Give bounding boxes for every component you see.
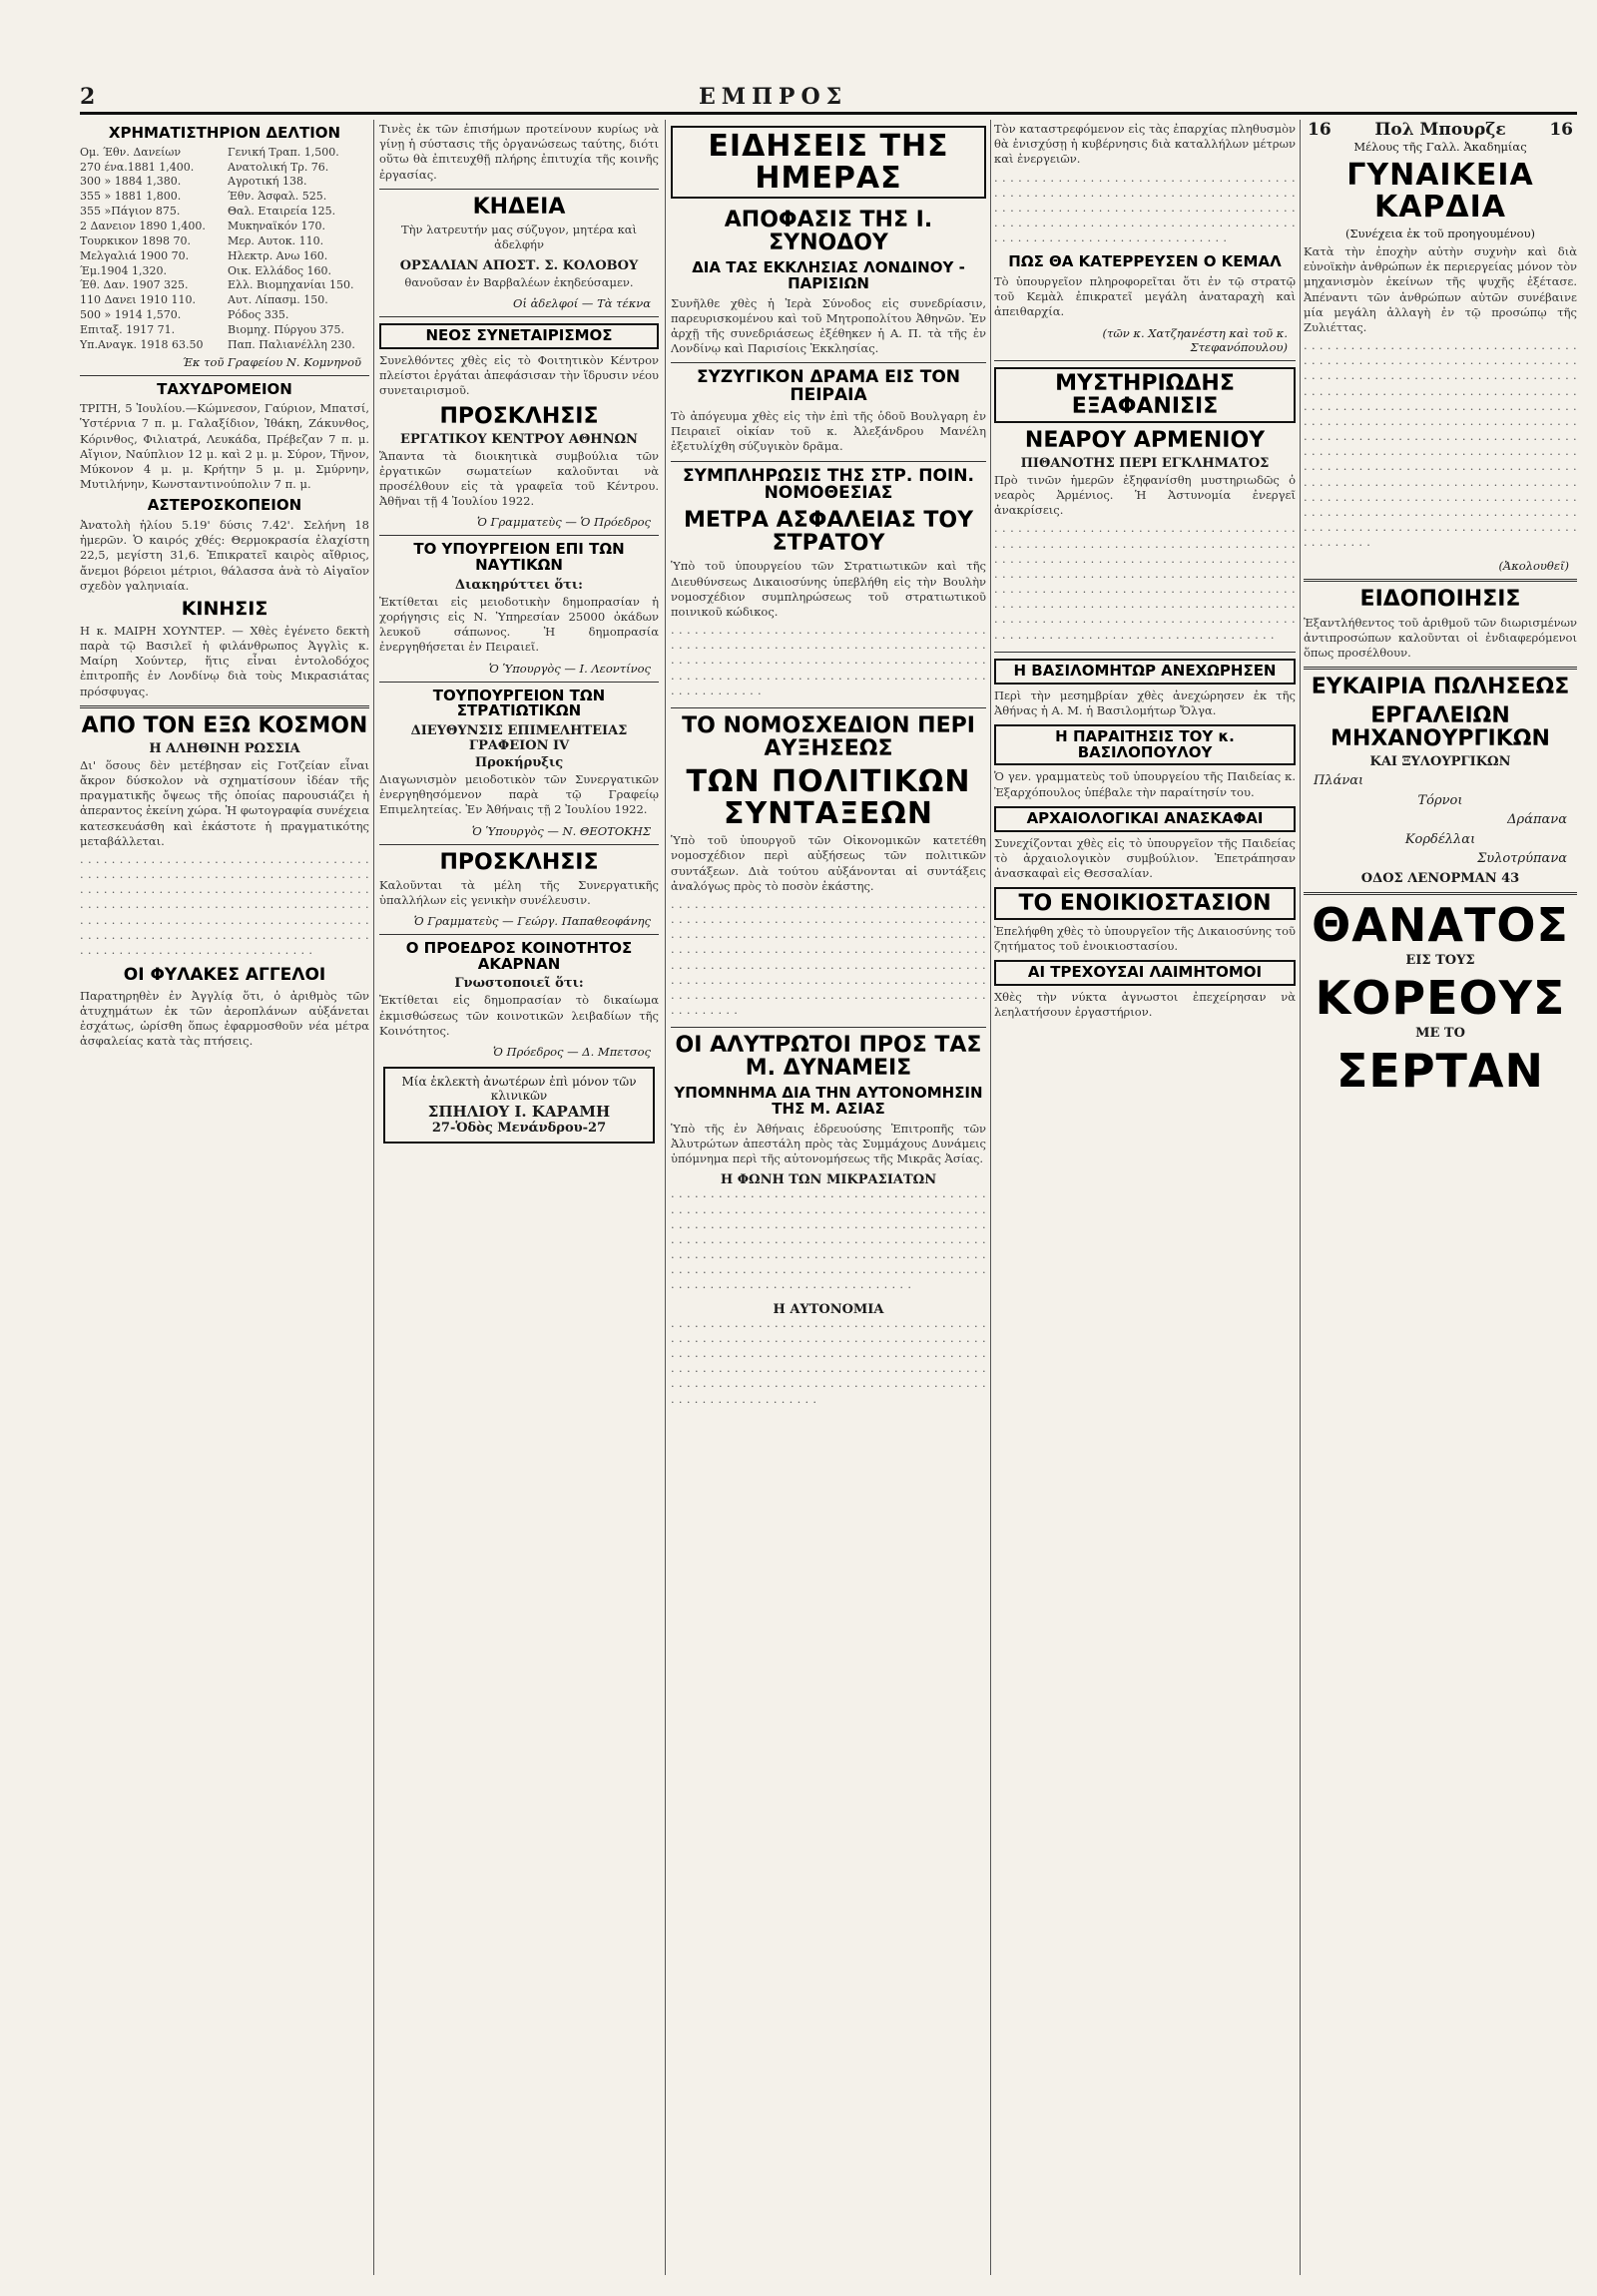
serial-number-right: 16 — [1549, 120, 1573, 140]
army-ministry-subtitle: ΔΙΕΥΘΥΝΣΙΣ ΕΠΙΜΕΛΗΤΕΙΑΣ ΓΡΑΦΕΙΟΝ IV — [410, 723, 628, 754]
exchange-row: Ελλ. Βιομηχανίαι 150. — [228, 278, 354, 292]
serial-continued: (Συνέχεια ἐκ τοῦ προηγουμένου) — [1344, 227, 1536, 240]
drama-text: Τὸ ἀπόγευμα χθὲς εἰς τὴν ἐπὶ τῆς ὁδοῦ Βουλγαρη ἐν Πειραιεῖ οἰκίαν τοῦ κ. Ἀλεξάνδρου Μανέλη ἐξετυλίχθη σύζυγικὸν δρᾶμα. — [671, 409, 986, 454]
notice-text: Ἐξαντλήθεντος τοῦ ἀριθμοῦ τῶν διωρισμένων ἀντιπροσώπων καλοῦνται οἱ ἐνδιαφερόμενοι ὅπως προσέλθουν. — [1304, 615, 1577, 660]
guards-title: ΟΙ ΦΥΛΑΚΕΣ ΑΓΓΕΛΟΙ — [123, 965, 326, 986]
column-1 — [80, 120, 369, 2275]
funeral-signature: Οἱ ἀδελφοί — Τὰ τέκνα — [513, 296, 651, 311]
paper-name: ΕΜΠΡΟΣ — [699, 84, 848, 110]
sale-item-list — [1304, 771, 1577, 869]
filler-text: · · · · · · · · · · · · · · · · · · · · · · · · · · · · · · · · · · · · · · · · · · · · · · · · · · · · · · · · · · · · · · · · · · · · · · · · · · · · · · · · · · · · · · · · · · · · · · · · · · · · · · · · · · · · · · · · · · · · · · · · · · · · · · · · · · · · · · · · · · · · · · · · · · · · · · · · · · · · · · · · · · · · · · · · · · · · · · · · · · · · · · · · · · · · · · · · · · · · · · · · · · · · · · · · · · · · · · · · · · · · · · · · · · · · · · · · · · · · · · · · · · · · · · · · · · · · · · · · · · · · · · · · · · · · · · · — [671, 1189, 986, 1295]
invitation-2-signature: Ὁ Γραμματεὺς — Γεώργ. Παπαθεοφάνης — [413, 913, 651, 928]
exchange-note: Έκ τοῦ Γραφείου Ν. Κομνηνοῦ — [182, 354, 361, 369]
filler-text: · · · · · · · · · · · · · · · · · · · · · · · · · · · · · · · · · · · · · · · · · · · · · · · · · · · · · · · · · · · · · · · · · · · · · · · · · · · · · · · · · · · · · · · · · · · · · · · · · · · · · · · · · · · · · · · · · · · · · · · · · · · · · · · · · · · · · · · · · · · · · · · · · · · · · · · · · · · · · · · · · · · · · · · · · · · · · · · · · · · · · · · · · · · · · · · · · · · · · · · · · · · · · · · · · · · · · · · · · · · · · · · · · · · · · · · · · · · · · · · · · · · · · · · · · · · · · · · · · · · · · · · · · · · · · · · · · · · · · · · · · · · · · · · · · — [671, 899, 986, 1021]
serial-title: ΓΥΝΑΙΚΕΙΑ ΚΑΡΔΙΑ — [1346, 158, 1534, 225]
funeral-title: ΚΗΔΕΙΑ — [472, 194, 566, 220]
autonomy-subtitle: Η ΑΥΤΟΝΟΜΙΑ — [773, 1301, 884, 1317]
world-title: ΑΠΟ ΤΟΝ ΕΞΩ ΚΟΣΜΟΝ — [81, 712, 368, 738]
filler-text: · · · · · · · · · · · · · · · · · · · · · · · · · · · · · · · · · · · · · · · · · · · · · · · · · · · · · · · · · · · · · · · · · · · · · · · · · · · · · · · · · · · · · · · · · · · · · · · · · · · · · · · · · · · · · · · · · · · · · · · · · · · · · · · · · · · · · · · · · · · · · · · · · · · · · · · · · · · · · · · · · · · · · · · · · · · · — [671, 626, 986, 700]
filler-text: · · · · · · · · · · · · · · · · · · · · · · · · · · · · · · · · · · · · · · · · · · · · · · · · · · · · · · · · · · · · · · · · · · · · · · · · · · · · · · · · · · · · · · · · · · · · · · · · · · · · · · · · · · · · · · · · · · · · · · · · · · · · · · · · · · · · · · · · · · · · · · · · · · · · · · · · · · · · · · · · · · · · · · · · · · · · · · · · · · · · · · · · · · · · · · · · · · · · · · · · · · · · · · · · · · · · · · · · · · · · · · · · · · · · · · · · · · · · · · · · · · · · · · · · · · · · · · · · · · · · · · · · · · · · · · · · · · · · · · · · · · · · · · · · · · · · · · · · · · · · · · · · · · · · · · · · · · · · · · · · · · · · · · · · · · · · · · · · · · · · · · · · · · · · · · · · · · · · · · · · · · · · · · · · · · · · · · · · · · · · · · · · · · · · · · · · · · · · · · · · · · · · · · · · · · · · · · · · · · · · · · · · · · · · · · · · · · · · · · · · · · · · · · · · · · · · · · · · · · · · · · · · — [1304, 341, 1577, 553]
exchange-row: Ανατολική Τρ. 76. — [228, 160, 329, 174]
army-ministry-subtitle-2: Προκήρυξις — [474, 755, 564, 771]
finance-title: ΧΡΗΜΑΤΙΣΤΗΡΙΟΝ ΔΕΛΤΙΟΝ — [108, 124, 341, 142]
exchange-row: 110 Δανει 1910 110. — [80, 293, 197, 307]
column-4 — [994, 120, 1296, 2275]
exchange-row: 300 » 1884 1,380. — [80, 175, 182, 189]
kemal-text: Τὸ ὑπουργεῖον πληροφορεῖται ὅτι ἐν τῷ στρατῷ τοῦ Κεμὰλ ἐπικρατεῖ μεγάλη ἀναταραχὴ καὶ ἀπειθαρχία. — [994, 274, 1296, 319]
sale-title: ΕΥΚΑΙΡΙΑ ΠΩΛΗΣΕΩΣ — [1311, 675, 1570, 700]
exchange-row: Υπ.Αναγκ. 1918 63.50 — [80, 337, 204, 351]
invitation-2-text: Καλοῦνται τὰ μέλη τῆς Συνεργατικῆς ὑπαλλήλων εἰς γενικὴν συνέλευσιν. — [379, 877, 659, 907]
voice-subtitle: Η ΦΩΝΗ ΤΩΝ ΜΙΚΡΑΣΙΑΤΩΝ — [720, 1172, 937, 1188]
unredeemed-text: Ὑπὸ τῆς ἐν Ἀθήναις ἑδρευούσης Ἐπιτροπῆς τῶν Ἀλυτρώτων ἀπεστάλη πρὸς τὰς Συμμάχους Δυνάμεις ὑπόμνημα περὶ τῆς αὐτονομήσεως τῆς Μικρᾶς Ἀσίας. — [671, 1121, 986, 1166]
sale-item: Κορδέλλαι — [1404, 831, 1476, 847]
exchange-row: Μερ. Αυτοκ. 110. — [228, 233, 324, 247]
exchange-row: Έθ. Δαν. 1907 325. — [80, 278, 189, 292]
post-text: ΤΡΙΤΗ, 5 Ἰουλίου.—Κώμνεσον, Γαύριον, Μπατσί, Ὑστέρνια 7 π. μ. Γαλαξίδιον, Ἰθάκη, Ζάκυνθος, Κόρινθος, Φιλιατρά, Λευκάδα, Πρέβεζαν 7 π. μ. Αἴγιον, Ναύπλιον 12 μ. καὶ 2 μ. μ. Σύρον, Τῆνον, Μύκονον 4 μ. μ. Κρήτην 5 μ. μ. Σμύρνην, Μυτιλήνην, Κωνσταντινούπολιν 7 π. μ. — [80, 401, 369, 492]
exchange-row: 355 »Πάγιον 875. — [80, 205, 181, 219]
observatory-text: Ἀνατολὴ ἡλίου 5.19' δύσις 7.42'. Σελήνη 18 ἡμερῶν. Ὁ καιρός χθές: Θερμοκρασία ἐλαχίστη 22,5, μεγίστη 31,6. Ἐπικρατεῖ καιρὸς αἴθριος, ἄνεμοι βόρειοι μέτριοι, θάλασσα ἀνὰ τὸ Αἰγαῖον σχεδὸν γαληνιαία. — [80, 518, 369, 593]
community-president-text: Ἐκτίθεται εἰς δημοπρασίαν τὸ δικαίωμα ἐκμισθώσεως τῶν κοινοτικῶν λειβαδίων τῆς Κοινότητος. — [379, 993, 659, 1038]
serial-author-note: Μέλους τῆς Γαλλ. Ἀκαδημίας — [1353, 140, 1527, 154]
law-title: ΣΥΜΠΛΗΡΩΣΙΣ ΤΗΣ ΣΤΡ. ΠΟΙΝ. ΝΟΜΟΘΕΣΙΑΣ — [683, 465, 974, 504]
law-subtitle: ΜΕΤΡΑ ΑΣΦΑΛΕΙΑΣ ΤΟΥ ΣΤΡΑΤΟΥ — [683, 508, 974, 557]
exchange-row: Βιομηχ. Πύργου 375. — [228, 322, 345, 336]
drama-title: ΣΥΖΥΓΙΚΟΝ ΔΡΑΜΑ ΕΙΣ ΤΟΝ ΠΕΙΡΑΙΑ — [697, 367, 960, 406]
exchange-row: Ηλεκτρ. Ανω 160. — [228, 248, 328, 262]
column-2-lead-text: Τινὲς ἐκ τῶν ἐπισήμων προτείνουν κυρίως νὰ γίνῃ ἡ σύστασις τῆς ὀργανώσεως ταύτης, διότι οὕτω θὰ ἐπιτευχθῇ πλήρης ἐπιτυχία τῆς κοινῆς ἐργασίας. — [379, 122, 659, 182]
movement-title: ΚΙΝΗΣΙΣ — [181, 597, 268, 620]
exchange-row: Αγροτική 138. — [228, 175, 307, 189]
invitation-1-subtitle: ΕΡΓΑΤΙΚΟΥ ΚΕΝΤΡΟΥ ΑΘΗΝΩΝ — [400, 431, 638, 447]
death-name-2: ΣΕΡΤΑΝ — [1335, 1044, 1545, 1099]
exchange-row: Γενική Τραπ. 1,500. — [228, 145, 339, 159]
exchange-row: 355 » 1881 1,800. — [80, 190, 182, 204]
invitation-1-text: Ἅπαντα τὰ διοικητικὰ συμβούλια τῶν ἐργατικῶν σωματείων καλοῦνται νὰ προσέλθουν εἰς τὰ γραφεῖα τοῦ Κέντρου. Ἀθῆναι τῇ 4 Ἰουλίου 1922. — [379, 448, 659, 509]
column-5 — [1304, 120, 1577, 2275]
clinic-ad-line-2: ΣΠΗΛΙΟΥ Ι. ΚΑΡΑΜΗ — [427, 1103, 611, 1121]
excavations-title: ΑΡΧΑΙΟΛΟΓΙΚΑΙ ΑΝΑΣΚΑΦΑΙ — [994, 806, 1296, 832]
kemal-note: (τῶν κ. Χατζηανέστη καὶ τοῦ κ. Στεφανόπουλου) — [1102, 325, 1288, 354]
column-rule — [990, 120, 991, 2275]
funeral-text-2: θανοῦσαν ἐν Βαρβαλέων ἐκηδεύσαμεν. — [404, 275, 634, 290]
excavations-text: Συνεχίζονται χθὲς εἰς τὸ ὑπουργεῖον τῆς Παιδείας τὸ ἀρχαιολογικὸν συμβούλιον. Ἐπετράπησαν ἀνασκαφαὶ εἰς Θεσσαλίαν. — [994, 835, 1296, 880]
navy-ministry-subtitle: Διακηρύττει ὅτι: — [455, 577, 583, 593]
post-title: ΤΑΧΥΔΡΟΜΕΙΟΝ — [157, 379, 292, 398]
mysterious-title: ΜΥΣΤΗΡΙΩΔΗΣ ΕΞΑΦΑΝΙΣΙΣ — [994, 367, 1296, 423]
queen-text: Περὶ τὴν μεσημβρίαν χθὲς ἀνεχώρησεν ἐκ τῆς Ἀθήνας ἡ Α. Μ. ἡ Βασιλομήτωρ Ὄλγα. — [994, 688, 1296, 717]
queen-title: Η ΒΑΣΙΛΟΜΗΤΩΡ ΑΝΕΧΩΡΗΣΕΝ — [994, 659, 1296, 685]
cooperative-title: ΝΕΟΣ ΣΥΝΕΤΑΙΡΙΣΜΟΣ — [379, 323, 659, 349]
funeral-text: Τὴν λατρευτήν μας σύζυγον, μητέρα καὶ ἀδελφήν — [400, 222, 638, 251]
serial-text: Κατὰ τὴν ἐποχὴν αὐτὴν συχνὴν καὶ διὰ εὐνοϊκὴν ἀνθρώπων ἐκ περιεργείας μόνον τὸν μηχανισμὸν ἐκείνων τῆς ψυχῆς ἐξέτασε. Ἀπέναντι τῶν ἀνθρώπων αὐτῶν συνέβαινε μία μεγάλη ἀλλαγὴ ἐν τῷ προσώπῳ τῆς Ζυλιέττας. — [1304, 244, 1577, 334]
unredeemed-title: ΟΙ ΑΛΥΤΡΩΤΟΙ ΠΡΟΣ ΤΑΣ Μ. ΔΥΝΑΜΕΙΣ — [675, 1033, 982, 1082]
exchange-row: Επιταξ. 1917 71. — [80, 322, 176, 336]
column-2 — [379, 120, 659, 2275]
army-ministry-signature: Ὁ Ὑπουργὸς — Ν. ΘΕΟΤΟΚΗΣ — [471, 823, 651, 838]
law-text: Ὑπὸ τοῦ ὑπουργείου τῶν Στρατιωτικῶν καὶ τῆς Διευθύνσεως Δικαιοσύνης ὑπεβλήθη εἰς τὴν Βουλὴν νομοσχέδιον συμπληρώσεως τοῦ στρατιωτικοῦ ποινικοῦ κώδικος. — [671, 559, 986, 619]
mysterious-text: Πρὸ τινῶν ἡμερῶν ἐξηφανίσθη μυστηριωδῶς ὁ νεαρὸς Ἀρμένιος. Ἡ Ἀστυνομία ἐνεργεῖ ἀνακρίσεις. — [994, 472, 1296, 518]
serial-number-left: 16 — [1308, 120, 1331, 140]
invitation-1-title: ΠΡΟΣΚΛΗΣΙΣ — [439, 403, 599, 429]
death-name: ΚΟΡΕΟΥΣ — [1315, 971, 1566, 1026]
exchange-row: Έμ.1904 1,320. — [80, 263, 168, 277]
unredeemed-subtitle: ΥΠΟΜΝΗΜΑ ΔΙΑ ΤΗΝ ΑΥΤΟΝΟΜΗΣΙΝ ΤΗΣ Μ. ΑΣΙΑΣ — [674, 1084, 983, 1119]
pension-title: ΤΟ ΝΟΜΟΣΧΕΔΙΟΝ ΠΕΡΙ ΑΥΞΗΣΕΩΣ — [682, 713, 975, 762]
world-text: Δι' ὅσους δὲν μετέβησαν εἰς Γοτζείαν εἶναι ἄκρον δύσκολον νὰ σχηματίσουν ἰδέαν τῆς πραγματικῆς ὄψεως τῆς ὁποίας παρουσιάζει ἡ ἀπεραντος ἐκείνη χώρα. Ἡ φωτογραφία συνέχεια κατεσκευάσθη καὶ ἐκάστοτε ἡ πραγματικότης μεταβάλλεται. — [80, 757, 369, 848]
resignation-text: Ὁ γεν. γραμματεὺς τοῦ ὑπουργείου τῆς Παιδείας κ. Ἐξαρχόπουλος ὑπέβαλε τὴν παραίτησίν του. — [994, 769, 1296, 799]
death-title: ΘΑΝΑΤΟΣ — [1312, 897, 1569, 952]
serial-header — [1304, 120, 1577, 140]
army-ministry-title: ΤΟΥΠΟΥΡΓΕΙΟΝ ΤΩΝ ΣΤΡΑΤΙΩΤΙΚΩΝ — [432, 686, 606, 720]
synod-subtitle: ΔΙΑ ΤΑΣ ΕΚΚΛΗΣΙΑΣ ΛΟΝΔΙΝΟΥ - ΠΑΡΙΣΙΩΝ — [692, 258, 965, 292]
filler-text: · · · · · · · · · · · · · · · · · · · · · · · · · · · · · · · · · · · · · · · · · · · · · · · · · · · · · · · · · · · · · · · · · · · · · · · · · · · · · · · · · · · · · · · · · · · · · · · · · · · · · · · · · · · · · · · · · · · · · · · · · · · · · · · · · · · · · · · · · · · · · · · · · · · · · · · · · · · · · · · · · · · · · · · · · · · · · · · · · · · · · · · · · · · · · · · · · · · · · · · · · · · · · · · · · · · · · · · · · · · · · · · · · · · · · · · · · · · · · · · · · · · · · · · · · · · · — [80, 854, 369, 960]
synod-title: ΑΠΟΦΑΣΙΣ ΤΗΣ Ι. ΣΥΝΟΔΟΥ — [724, 208, 933, 256]
column-rule — [1300, 120, 1301, 2275]
bandits-text: Χθὲς τὴν νύκτα ἀγνωστοι ἐπεχείρησαν νὰ λεηλατήσουν ἐργαστήριον. — [994, 990, 1296, 1020]
invitation-2-title: ΠΡΟΣΚΛΗΣΙΣ — [439, 849, 599, 875]
movement-text: Η κ. ΜΑΙΡΗ ΧΟΥΝΤΕΡ. — Χθὲς ἐγένετο δεκτὴ παρὰ τῷ Βασιλεῖ ἡ φιλάνθρωπος Ἀγγλὶς κ. Μαίρη Χούντερ, ἥτις εἶναι ἐντολοδόχος ἐπιτροπῆς ἐν Λονδίνῳ διὰ τοὺς Μικρασιάτας πρόσφυγας. — [80, 623, 369, 698]
sale-subtitle: ΕΡΓΑΛΕΙΩΝ ΜΗΧΑΝΟΥΡΓΙΚΩΝ — [1331, 703, 1550, 752]
sale-item: Συλοτρύπανα — [1477, 851, 1567, 867]
exchange-row: Μελγαλιά 1900 70. — [80, 248, 190, 262]
cooperative-text: Συνελθόντες χθὲς εἰς τὸ Φοιτητικὸν Κέντρον πλείστοι ἐργάται ἀπεφάσισαν τὴν ἵδρυσιν νέου συνεταιρισμοῦ. — [379, 353, 659, 398]
exchange-row: Έθν. Άσφαλ. 525. — [228, 190, 327, 204]
exchange-row: Οικ. Ελλάδος 160. — [228, 263, 331, 277]
column-4-lead-text: Τὸν καταστρεφόμενον εἰς τὰς ἐπαρχίας πληθυσμὸν θὰ ἐνισχύσῃ ἡ κυβέρνησις διὰ καταλλήλων μέτρων καὶ ἐνεργειῶν. — [994, 122, 1296, 167]
sale-address: ΟΔΟΣ ΛΕΝΟΡΜΑΝ 43 — [1360, 870, 1520, 886]
notice-title: ΕΙΔΟΠΟΙΗΣΙΣ — [1359, 587, 1521, 613]
death-subtitle: ΕΙΣ ΤΟΥΣ — [1405, 953, 1475, 969]
exchange-row: Αυτ. Λίπασμ. 150. — [228, 293, 328, 307]
exchange-row: Ρόδος 335. — [228, 308, 289, 322]
army-ministry-text: Διαγωνισμὸν μειοδοτικὸν τῶν Συνεργατικῶν ἐνεργηθησόμενον παρὰ τῷ Γραφείῳ Επιμελητείας. Ἐν Ἀθήναις τῇ 2 Ἰουλίου 1922. — [379, 772, 659, 817]
guards-text: Παρατηρηθὲν ἐν Ἀγγλίᾳ ὅτι, ὁ ἀριθμὸς τῶν ἀτυχημάτων ἐκ τῶν ἀεροπλάνων αὐξάνεται ἐσχάτως, ὡρίσθη ὅπως ἐφαρμοσθοῦν νέα μέτρα ἀσφαλείας κατὰ τὰς πτήσεις. — [80, 988, 369, 1049]
sale-item: Δράπανα — [1507, 812, 1567, 828]
masthead — [80, 84, 1577, 115]
sale-item: Τόρνοι — [1417, 792, 1463, 808]
mysterious-subtitle-2: ΠΙΘΑΝΟΤΗΣ ΠΕΡΙ ΕΓΚΛΗΜΑΤΟΣ — [1020, 455, 1270, 471]
community-president-subtitle: Γνωστοποιεῖ ὅτι: — [454, 976, 584, 992]
exchange-row: Θαλ. Εταιρεία 125. — [228, 205, 336, 219]
filler-text: · · · · · · · · · · · · · · · · · · · · · · · · · · · · · · · · · · · · · · · · · · · · · · · · · · · · · · · · · · · · · · · · · · · · · · · · · · · · · · · · · · · · · · · · · · · · · · · · · · · · · · · · · · · · · · · · · · · · · · · · · · · · · · · · · · · · · · · · · · · · · · · · · · · · · · · · · · · · · · · · · · · · · · · · · · · · · · · · · · · · · · — [994, 173, 1296, 248]
pension-subtitle: ΤΩΝ ΠΟΛΙΤΙΚΩΝ ΣΥΝΤΑΞΕΩΝ — [686, 764, 971, 831]
clinic-ad — [383, 1067, 655, 1144]
community-president-title: Ο ΠΡΟΕΔΡΟΣ ΚΟΙΝΟΤΗΤΟΣ ΑΚΑΡΝΑΝ — [405, 938, 633, 973]
mysterious-subtitle: ΝΕΑΡΟΥ ΑΡΜΕΝΙΟΥ — [1024, 427, 1266, 453]
pension-text: Ὑπὸ τοῦ ὑπουργοῦ τῶν Οἰκονομικῶν κατετέθη νομοσχέδιον περὶ αὐξήσεως τῶν πολιτικῶν συντάξεων. Διὰ τούτου αὐξάνονται αἱ συντάξεις ἀναλόγως πρὸς τὸ ποσὸν ἑκάστης. — [671, 833, 986, 893]
filler-text: · · · · · · · · · · · · · · · · · · · · · · · · · · · · · · · · · · · · · · · · · · · · · · · · · · · · · · · · · · · · · · · · · · · · · · · · · · · · · · · · · · · · · · · · · · · · · · · · · · · · · · · · · · · · · · · · · · · · · · · · · · · · · · · · · · · · · · · · · · · · · · · · · · · · · · · · · · · · · · · · · · · · · · · · · · · · · · · · · · · · · · · · · · · · · · · · · · · · · · · · · · · · · · · · · · · · · · · · · · · · · · · · · · · · · · · · · · · · · · · · · · · · · · · · · · · · · · · · · · · · · · · · · · · · · · · · · · · · · · · · · · · · · · · · · · · · · · · · · · · · · · — [994, 524, 1296, 645]
column-rule — [373, 120, 374, 2275]
filler-text: · · · · · · · · · · · · · · · · · · · · · · · · · · · · · · · · · · · · · · · · · · · · · · · · · · · · · · · · · · · · · · · · · · · · · · · · · · · · · · · · · · · · · · · · · · · · · · · · · · · · · · · · · · · · · · · · · · · · · · · · · · · · · · · · · · · · · · · · · · · · · · · · · · · · · · · · · · · · · · · · · · · · · · · · · · · · · · · · · · · · · · · · · · · · · · · · · · · · · · · · · · · · · · · · · · · · · · · · · · · — [671, 1318, 986, 1409]
community-president-signature: Ὁ Πρόεδρος — Δ. Μπετσος — [493, 1045, 651, 1059]
exchange-row: Μυκηναϊκόν 170. — [228, 219, 326, 232]
exchange-row: 2 Δανειον 1890 1,400. — [80, 219, 206, 232]
clinic-ad-line-3: 27-Ὁδὸς Μενάνδρου-27 — [431, 1121, 607, 1136]
clinic-ad-line-1: Μία ἐκλεκτὴ ἀνωτέρων ἐπὶ μόνον τῶν κλινικῶν — [401, 1075, 637, 1103]
page-number: 2 — [80, 84, 96, 110]
column-3 — [671, 120, 986, 2275]
navy-ministry-title: ΤΟ ΥΠΟΥΡΓΕΙΟΝ ΕΠΙ ΤΩΝ ΝΑΥΤΙΚΩΝ — [413, 540, 625, 575]
exchange-row: 500 » 1914 1,570. — [80, 308, 182, 322]
observatory-title: ΑΣΤΕΡΟΣΚΟΠΕΙΟΝ — [147, 496, 302, 515]
news-of-the-day-title: ΕΙΔΗΣΕΙΣ ΤΗΣ ΗΜΕΡΑΣ — [671, 126, 986, 199]
exchange-row: Τουρκικον 1898 70. — [80, 233, 191, 247]
navy-ministry-signature: Ὁ Ὑπουργὸς — Ι. Λεοντίνος — [488, 661, 651, 676]
exchange-row: Ομ. Έθν. Δανείων — [80, 145, 182, 159]
serial-end-note: (Ἀκολουθεῖ) — [1498, 559, 1569, 574]
exchange-table — [80, 146, 369, 353]
exchange-row: Παπ. Παλιανέλλη 230. — [228, 337, 355, 351]
navy-ministry-text: Ἐκτίθεται εἰς μειοδοτικὴν δημοπρασίαν ἡ χορήγησις εἰς Ν. Ὑπηρεσίαν 25000 ὀκάδων λευκοῦ σάπωνος. Ἡ δημοπρασία ἐνεργηθήσεται ἐν Πειραιεῖ. — [379, 594, 659, 655]
invitation-1-signature: Ὁ Γραμματεὺς — Ὁ Πρόεδρος — [476, 515, 651, 530]
synod-text: Συνῆλθε χθὲς ἡ Ἱερὰ Σύνοδος εἰς συνεδρίασιν, παρευρισκομένου καὶ τοῦ Μητροπολίτου Ἀθηνῶν. Ἐν ἀρχῇ τῆς συνεδριάσεως ἐξέθηκεν ἡ Α. Π. τὰ τῆς ἐν Λονδίνῳ καὶ Παρισίοις Ἐκκλησίας. — [671, 295, 986, 356]
exchange-row: 270 ένα.1881 1,400. — [80, 160, 195, 174]
resignation-title: Η ΠΑΡΑΙΤΗΣΙΣ ΤΟΥ κ. ΒΑΣΙΛΟΠΟΥΛΟΥ — [994, 724, 1296, 766]
rent-title: ΤΟ ΕΝΟΙΚΙΟΣΤΑΣΙΟΝ — [994, 887, 1296, 920]
world-subtitle: Η ΑΛΗΘΙΝΗ ΡΩΣΣΙΑ — [149, 740, 300, 756]
kemal-title: ΠΩΣ ΘΑ ΚΑΤΕΡΡΕΥΣΕΝ Ο ΚΕΜΑΛ — [1008, 252, 1282, 271]
rent-text: Ἐπελήφθη χθὲς τὸ ὑπουργεῖον τῆς Δικαιοσύνης τοῦ ζητήματος τοῦ ἐνοικιοστασίου. — [994, 924, 1296, 954]
death-subtitle-2: ΜΕ ΤΟ — [1415, 1026, 1465, 1042]
serial-author: Πολ Μπουρζε — [1374, 120, 1506, 140]
bandits-title: ΑΙ ΤΡΕΧΟΥΣΑΙ ΛΑΙΜΗΤΟΜΟΙ — [994, 960, 1296, 986]
sale-subtitle-2: ΚΑΙ ΞΥΛΟΥΡΓΙΚΩΝ — [1369, 754, 1511, 770]
sale-item: Πλάναι — [1314, 773, 1364, 789]
column-rule — [665, 120, 666, 2275]
funeral-name: ΟΡΣΑΛΙΑΝ ΑΠΟΣΤ. Σ. ΚΟΛΟΒΟΥ — [399, 258, 639, 274]
